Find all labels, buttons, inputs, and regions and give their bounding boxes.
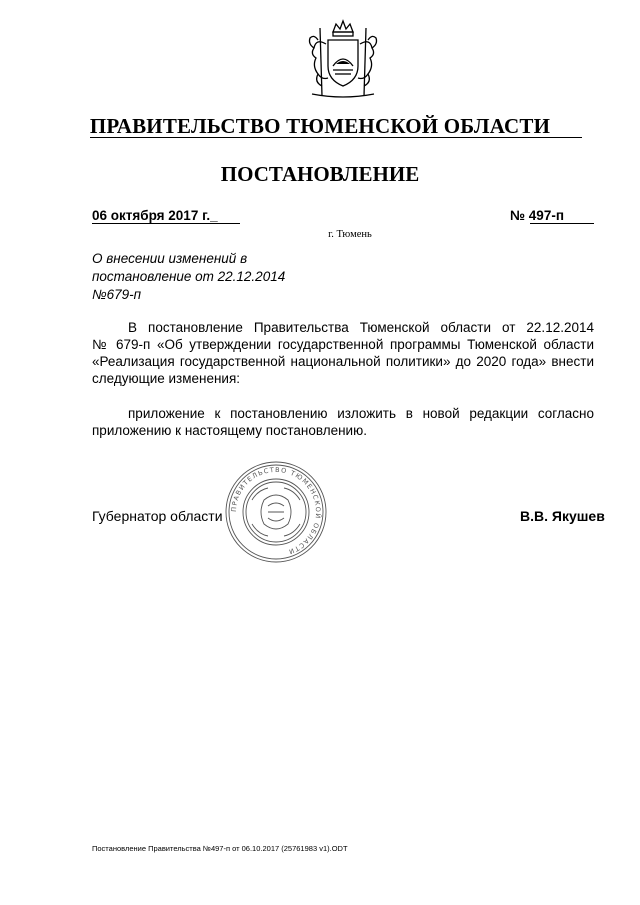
signatory-name: В.В. Якушев xyxy=(520,508,605,524)
body-paragraph-2 xyxy=(92,405,594,439)
city: г. Тюмень xyxy=(328,229,372,240)
document-subject xyxy=(92,250,285,304)
stamp-text: ПРАВИТЕЛЬСТВО ТЮМЕНСКОЙ ОБЛАСТИ xyxy=(229,465,323,557)
subject-line: постановление от 22.12.2014 xyxy=(92,269,286,284)
round-seal-stamp-icon xyxy=(224,460,328,564)
paragraph-line: № 679-п «Об утверждении государственной программы Тюменской области xyxy=(92,337,594,352)
subject-line: О внесении изменений в xyxy=(92,251,248,266)
paragraph-line: В постановление Правительства Тюменской области от 22.12.2014 xyxy=(128,320,594,335)
number-underline xyxy=(530,223,594,224)
document-number: № 497-п xyxy=(510,208,564,223)
paragraph-line: приложение к постановлению изложить в новой редакции согласно xyxy=(128,406,594,421)
tyumen-coat-of-arms-icon xyxy=(300,18,386,100)
signatory-role: Губернатор области xyxy=(92,508,223,524)
document-date: 06 октября 2017 г._ xyxy=(92,208,218,223)
government-title: ПРАВИТЕЛЬСТВО ТЮМЕНСКОЙ ОБЛАСТИ xyxy=(89,114,551,138)
paragraph-line: «Реализация государственной национальной политики» до 2020 года» внести xyxy=(92,354,594,369)
paragraph-line: следующие изменения: xyxy=(92,371,241,386)
document-footer: Постановление Правительства №497-п от 06.10.2017 (25761983 v1).ODT xyxy=(92,844,348,853)
document-type: ПОСТАНОВЛЕНИЕ xyxy=(220,162,420,186)
title-underline xyxy=(90,137,582,138)
body-paragraph-1 xyxy=(92,319,594,387)
paragraph-line: приложению к настоящему постановлению. xyxy=(92,423,367,438)
subject-line: №679-п xyxy=(92,287,142,302)
date-underline xyxy=(92,223,240,224)
